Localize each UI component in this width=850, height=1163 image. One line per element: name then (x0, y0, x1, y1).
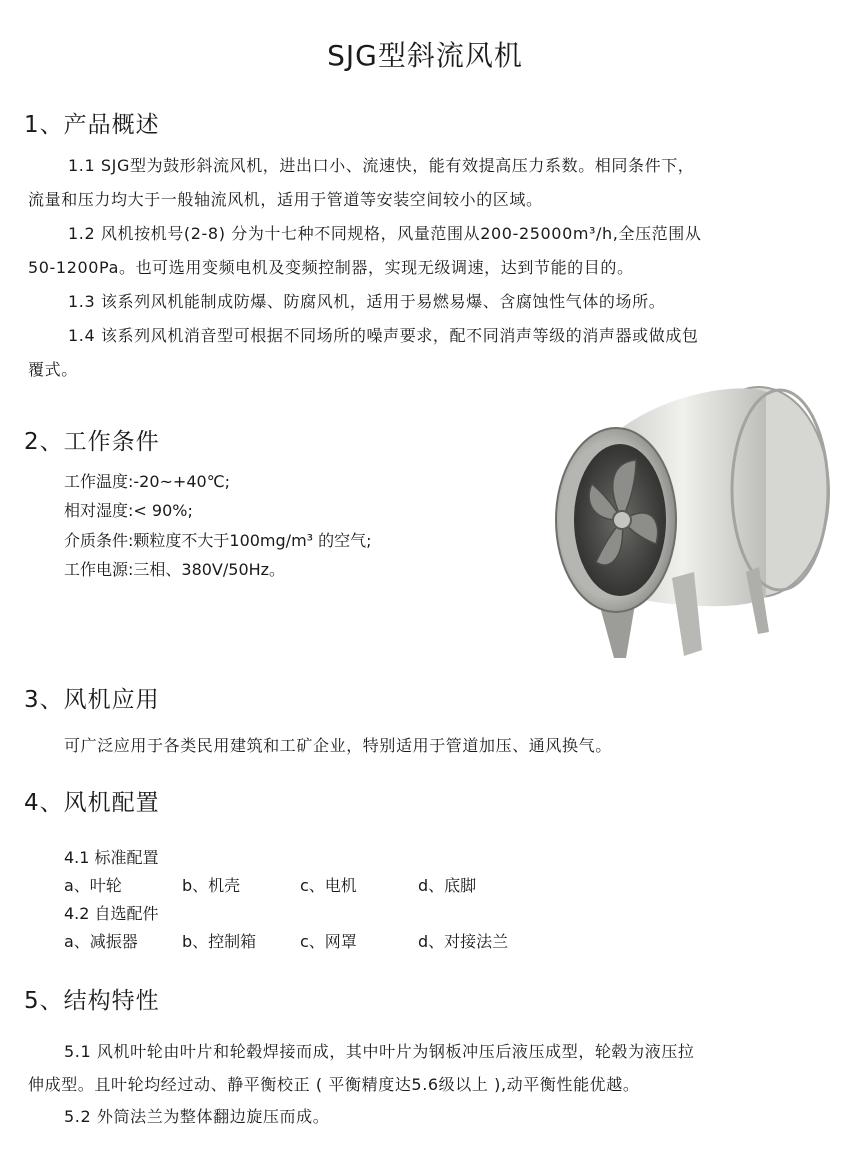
section-heading-overview: 1、产品概述 (24, 112, 160, 138)
overview-paragraph-2-line-1: 1.2 风机按机号(2-8) 分为十七种不同规格，风量范围从200-25000m³/h,全压范围从 (68, 224, 702, 243)
overview-paragraph-1-line-1: 1.1 SJG型为鼓形斜流风机，进出口小、流速快，能有效提高压力系数。相同条件下， (68, 156, 695, 175)
section-heading-conditions: 2、工作条件 (24, 429, 160, 455)
section-heading-application: 3、风机应用 (24, 687, 160, 713)
fan-product-image (544, 372, 846, 672)
overview-paragraph-2-line-2: 50-1200Pa。也可选用变频电机及变频控制器，实现无级调速，达到节能的目的。 (28, 258, 634, 277)
condition-power: 工作电源:三相、380V/50Hz。 (64, 560, 286, 579)
structure-paragraph-1-line-1: 5.1 风机叶轮由叶片和轮毂焊接而成，其中叶片为钢板冲压后液压成型，轮毂为液压拉 (64, 1042, 695, 1061)
config-optional-item: d、对接法兰 (418, 932, 509, 951)
config-standard-item: c、电机 (300, 876, 357, 895)
structure-paragraph-2: 5.2 外筒法兰为整体翻边旋压而成。 (64, 1107, 330, 1126)
section-heading-structure: 5、结构特性 (24, 988, 160, 1014)
config-standard-item: a、叶轮 (64, 876, 122, 895)
config-optional-item: a、减振器 (64, 932, 138, 951)
config-optional-item: c、网罩 (300, 932, 357, 951)
overview-paragraph-1-line-2: 流量和压力均大于一般轴流风机，适用于管道等安装空间较小的区域。 (28, 190, 543, 209)
application-text: 可广泛应用于各类民用建筑和工矿企业，特别适用于管道加压、通风换气。 (64, 736, 612, 755)
condition-humidity: 相对湿度:< 90%; (64, 501, 193, 520)
section-heading-config: 4、风机配置 (24, 790, 160, 816)
config-optional-label: 4.2 自选配件 (64, 904, 159, 923)
config-standard-item: b、机壳 (182, 876, 241, 895)
overview-paragraph-3: 1.3 该系列风机能制成防爆、防腐风机，适用于易燃易爆、含腐蚀性气体的场所。 (68, 292, 666, 311)
overview-paragraph-4-line-2: 覆式。 (28, 360, 78, 379)
config-standard-label: 4.1 标准配置 (64, 848, 159, 867)
config-standard-item: d、底脚 (418, 876, 477, 895)
page-title: SJG型斜流风机 (327, 39, 523, 72)
overview-paragraph-4-line-1: 1.4 该系列风机消音型可根据不同场所的噪声要求，配不同消声等级的消声器或做成包 (68, 326, 699, 345)
condition-temperature: 工作温度:-20~+40℃; (64, 472, 231, 491)
structure-paragraph-1-line-2: 伸成型。且叶轮均经过动、静平衡校正 ( 平衡精度达5.6级以上 ),动平衡性能优越。 (28, 1075, 640, 1094)
config-optional-item: b、控制箱 (182, 932, 257, 951)
condition-medium: 介质条件:颗粒度不大于100mg/m³ 的空气; (64, 531, 372, 550)
